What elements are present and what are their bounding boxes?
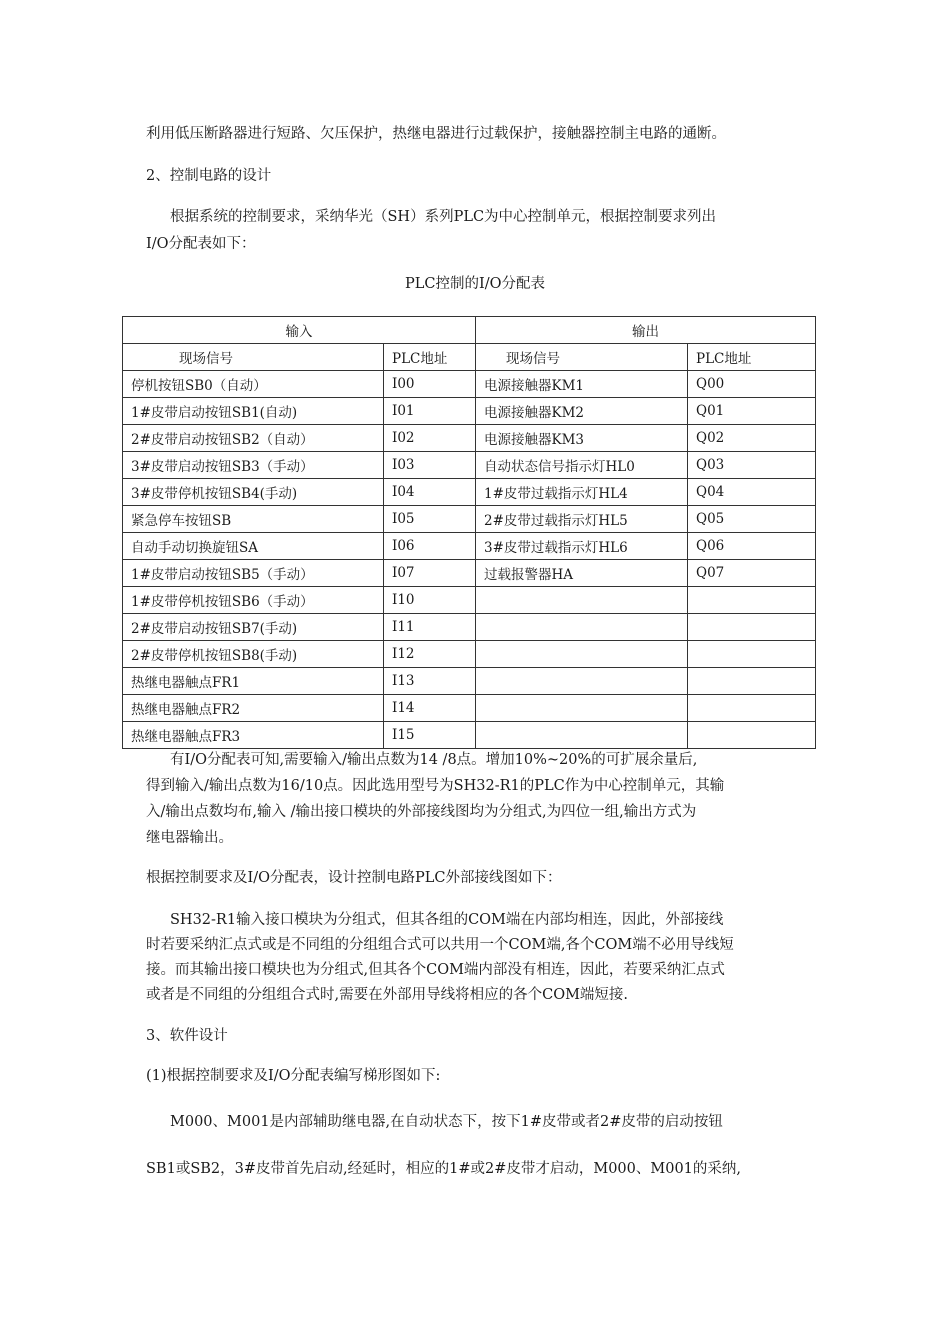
paragraph-plc-choice-line2: I/O分配表如下：: [146, 236, 256, 252]
input-address-cell: I02: [384, 425, 476, 452]
input-header: 输入: [123, 317, 476, 344]
table-row: [123, 695, 816, 722]
input-address-cell: I00: [384, 371, 476, 398]
input-address-cell: I11: [384, 614, 476, 641]
paragraph-io-count-line1: 有I/O分配表可知,需要输入/输出点数为14 /8点。增加10%~20%的可扩展余量后,: [170, 752, 698, 768]
input-signal-header: 现场信号: [123, 344, 384, 371]
input-signal-cell: 3#皮带停机按钮SB4(手动): [123, 479, 384, 506]
output-signal-cell: 电源接触器KM1: [476, 371, 688, 398]
output-address-cell: [688, 641, 816, 668]
output-address-cell: Q00: [688, 371, 816, 398]
paragraph-plc-choice-line1: 根据系统的控制要求，采纳华光（SH）系列PLC为中心控制单元，根据控制要求列出: [170, 209, 717, 225]
input-signal-cell: 2#皮带停机按钮SB8(手动): [123, 641, 384, 668]
input-address-cell: I03: [384, 452, 476, 479]
paragraph-com-line4: 或者是不同组的分组组合式时,需要在外部用导线将相应的各个COM端短接.: [146, 987, 629, 1003]
output-address-cell: [688, 614, 816, 641]
output-address-cell: [688, 668, 816, 695]
table-row: [123, 614, 816, 641]
output-signal-cell: 3#皮带过载指示灯HL6: [476, 533, 688, 560]
output-signal-cell: [476, 614, 688, 641]
output-address-header: PLC地址: [688, 344, 816, 371]
table-row: [123, 587, 816, 614]
output-signal-cell: [476, 668, 688, 695]
input-address-cell: I05: [384, 506, 476, 533]
table-caption: PLC控制的I/O分配表: [405, 276, 545, 292]
output-signal-cell: 电源接触器KM2: [476, 398, 688, 425]
output-address-cell: Q05: [688, 506, 816, 533]
paragraph-relay-line1: M000、M001是内部辅助继电器,在自动状态下，按下1#皮带或者2#皮带的启动按钮: [170, 1114, 723, 1130]
table-header-row: [123, 317, 816, 344]
paragraph-ladder-intro: (1)根据控制要求及I/O分配表编写梯形图如下:: [146, 1068, 441, 1084]
input-signal-cell: 停机按钮SB0（自动）: [123, 371, 384, 398]
input-signal-cell: 2#皮带启动按钮SB7(手动): [123, 614, 384, 641]
output-address-cell: [688, 587, 816, 614]
output-header: 输出: [476, 317, 816, 344]
heading-software-design: 3、软件设计: [146, 1028, 228, 1044]
output-signal-cell: 2#皮带过载指示灯HL5: [476, 506, 688, 533]
table-row: [123, 398, 816, 425]
output-signal-cell: 1#皮带过载指示灯HL4: [476, 479, 688, 506]
table-subheader-row: [123, 344, 816, 371]
paragraph-wiring-intro: 根据控制要求及I/O分配表，设计控制电路PLC外部接线图如下：: [146, 870, 562, 886]
paragraph-io-count-line2: 得到输入/输出点数为16/10点。因此选用型号为SH32-R1的PLC作为中心控制单元，其输: [146, 778, 725, 794]
input-address-cell: I06: [384, 533, 476, 560]
output-signal-cell: 电源接触器KM3: [476, 425, 688, 452]
output-address-cell: Q02: [688, 425, 816, 452]
output-signal-cell: [476, 695, 688, 722]
input-signal-cell: 3#皮带启动按钮SB3（手动）: [123, 452, 384, 479]
paragraph-com-line1: SH32-R1输入接口模块为分组式，但其各组的COM端在内部均相连，因此，外部接线: [170, 912, 724, 928]
output-signal-cell: [476, 587, 688, 614]
input-signal-cell: 紧急停车按钮SB: [123, 506, 384, 533]
input-address-cell: I10: [384, 587, 476, 614]
input-signal-cell: 热继电器触点FR1: [123, 668, 384, 695]
output-signal-header: 现场信号: [476, 344, 688, 371]
paragraph-main-circuit: 利用低压断路器进行短路、欠压保护，热继电器进行过载保护，接触器控制主电路的通断。: [146, 126, 726, 142]
paragraph-com-line3: 接。而其输出接口模块也为分组式,但其各个COM端内部没有相连，因此，若要采纳汇点式: [146, 962, 725, 978]
output-signal-cell: 过载报警器HA: [476, 560, 688, 587]
input-address-cell: I15: [384, 722, 476, 749]
table-row: [123, 479, 816, 506]
input-address-header: PLC地址: [384, 344, 476, 371]
paragraph-io-count-line4: 继电器输出。: [146, 830, 233, 846]
output-address-cell: [688, 695, 816, 722]
paragraph-relay-line2: SB1或SB2，3#皮带首先启动,经延时，相应的1#或2#皮带才启动，M000、M001的采纳,: [146, 1161, 742, 1177]
table-row: [123, 425, 816, 452]
output-signal-cell: [476, 722, 688, 749]
output-address-cell: Q03: [688, 452, 816, 479]
input-signal-cell: 热继电器触点FR3: [123, 722, 384, 749]
input-signal-cell: 热继电器触点FR2: [123, 695, 384, 722]
input-signal-cell: 1#皮带启动按钮SB1(自动): [123, 398, 384, 425]
input-address-cell: I01: [384, 398, 476, 425]
output-address-cell: Q01: [688, 398, 816, 425]
output-signal-cell: [476, 641, 688, 668]
table-row: [123, 641, 816, 668]
table-row: [123, 533, 816, 560]
input-signal-cell: 1#皮带启动按钮SB5（手动）: [123, 560, 384, 587]
input-address-cell: I14: [384, 695, 476, 722]
output-address-cell: Q04: [688, 479, 816, 506]
input-signal-cell: 自动手动切换旋钮SA: [123, 533, 384, 560]
output-address-cell: [688, 722, 816, 749]
io-allocation-table: [122, 316, 816, 749]
table-row: [123, 452, 816, 479]
output-address-cell: Q07: [688, 560, 816, 587]
table-row: [123, 560, 816, 587]
input-signal-cell: 2#皮带启动按钮SB2（自动）: [123, 425, 384, 452]
input-address-cell: I13: [384, 668, 476, 695]
input-address-cell: I04: [384, 479, 476, 506]
table-row: [123, 506, 816, 533]
heading-control-circuit: 2、控制电路的设计: [146, 168, 272, 184]
output-signal-cell: 自动状态信号指示灯HL0: [476, 452, 688, 479]
input-signal-cell: 1#皮带停机按钮SB6（手动）: [123, 587, 384, 614]
table-row: [123, 722, 816, 749]
input-address-cell: I07: [384, 560, 476, 587]
table-row: [123, 668, 816, 695]
output-address-cell: Q06: [688, 533, 816, 560]
paragraph-com-line2: 时若要采纳汇点式或是不同组的分组组合式可以共用一个COM端,各个COM端不必用导线短: [146, 937, 734, 953]
input-address-cell: I12: [384, 641, 476, 668]
paragraph-io-count-line3: 入/输出点数均布,输入 /输出接口模块的外部接线图均为分组式,为四位一组,输出方式为: [146, 804, 697, 820]
table-row: [123, 371, 816, 398]
